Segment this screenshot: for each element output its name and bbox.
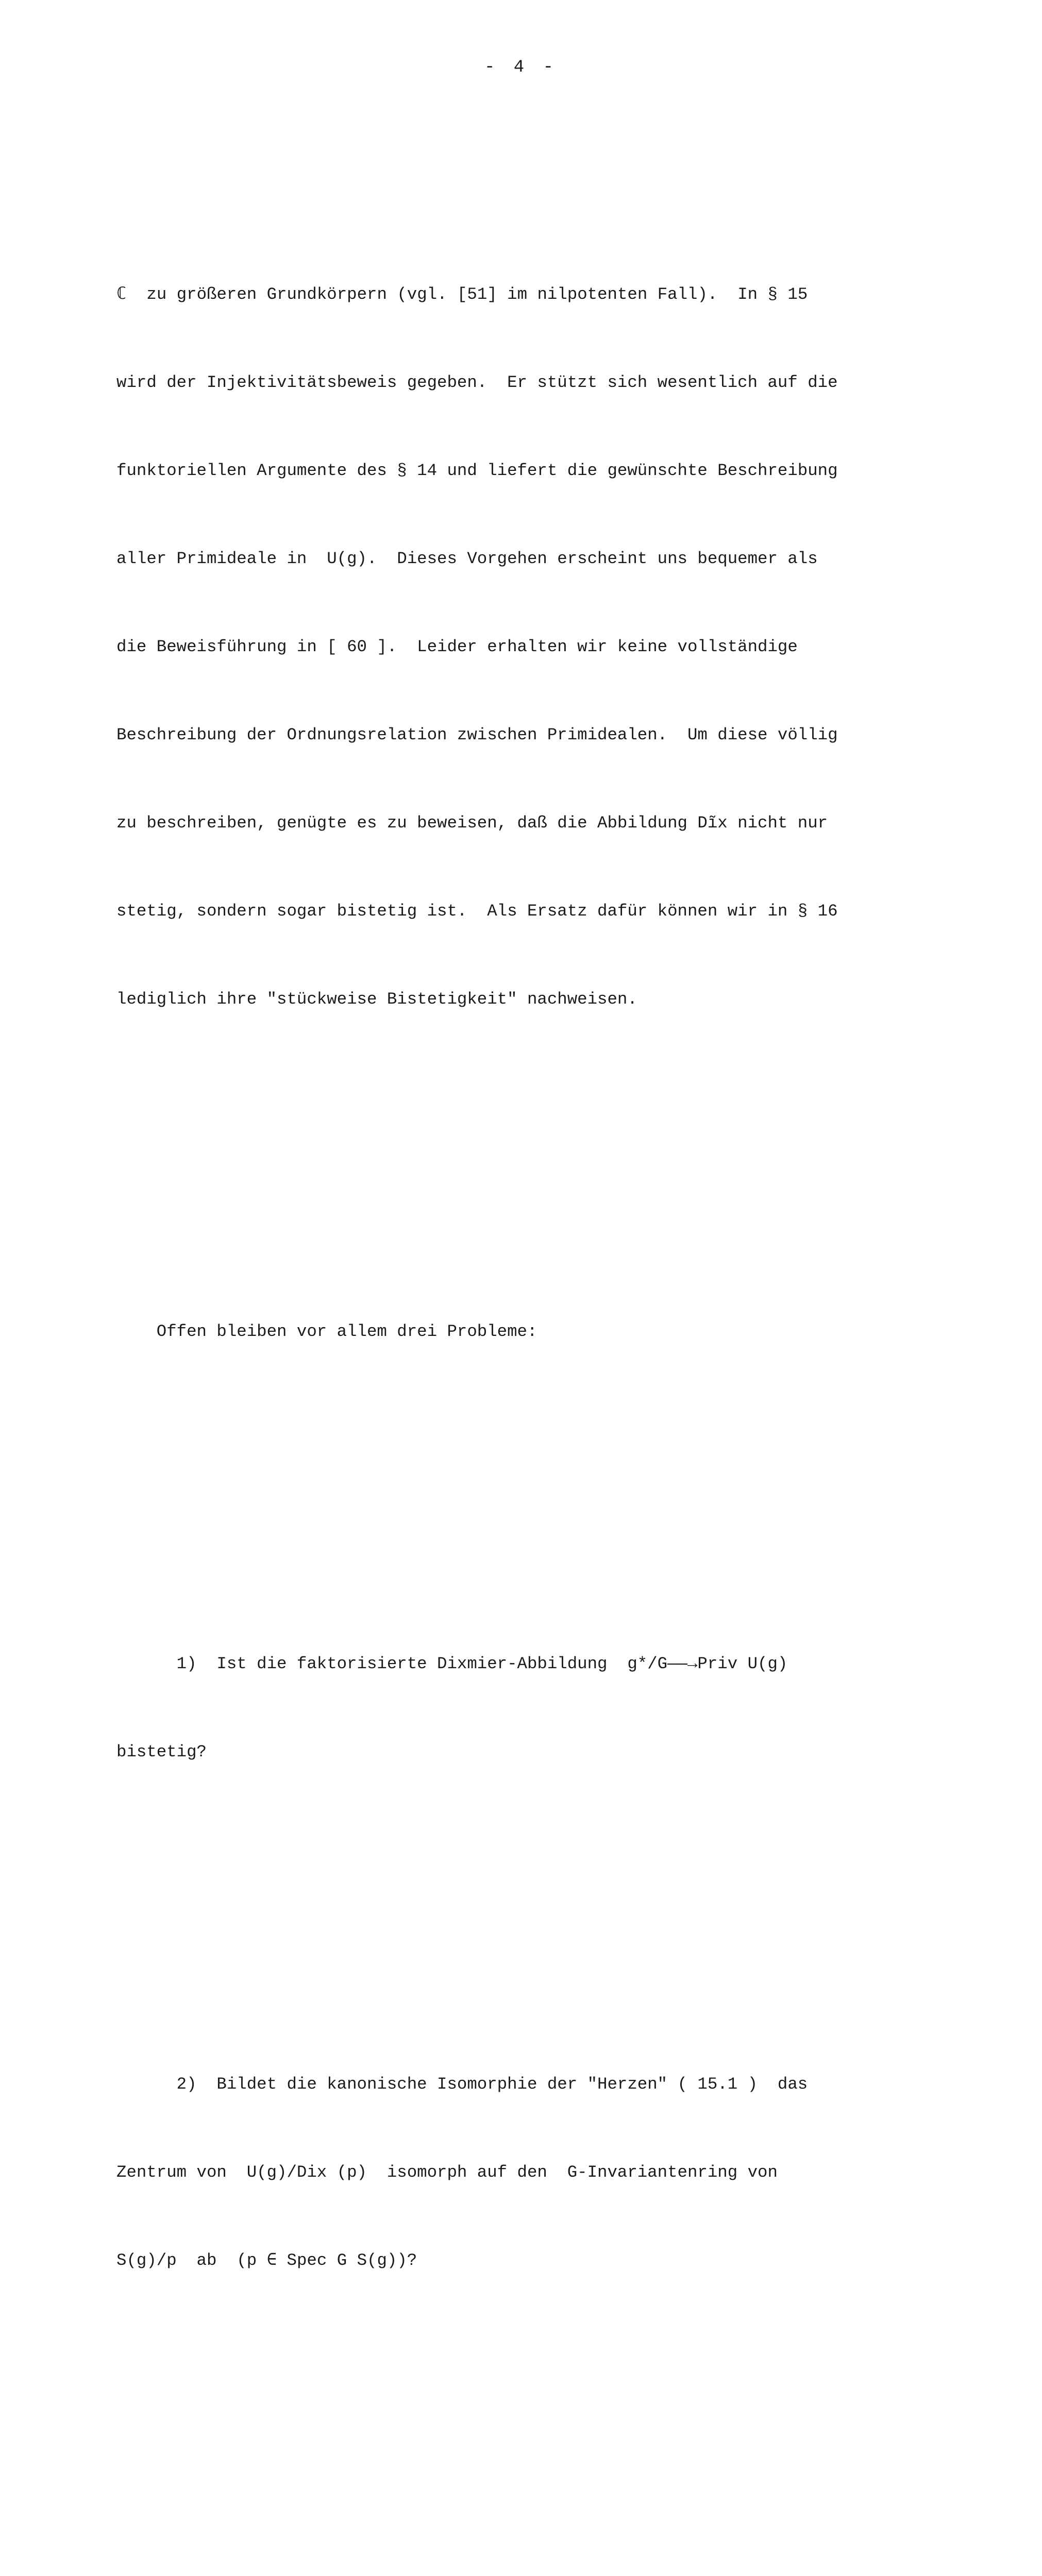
text-line: lediglich ihre "stückweise Bistetigkeit" nachweisen.	[116, 990, 637, 1009]
text-line: Offen bleiben vor allem drei Probleme:	[116, 1322, 537, 1341]
text-line: aller Primideale in U(g). Dieses Vorgehen erscheint uns bequemer als	[116, 549, 818, 568]
text-line: bistetig?	[116, 1742, 207, 1761]
text-line: die Beweisführung in [ 60 ]. Leider erhalten wir keine vollständige	[116, 637, 798, 656]
text-line: 1) Ist die faktorisierte Dixmier-Abbildung g*/G——→Priv U(g)	[116, 1654, 788, 1673]
text-line: funktoriellen Argumente des § 14 und liefert die gewünschte Beschreibung	[116, 461, 838, 480]
text-line: wird der Injektivitätsbeweis gegeben. Er stützt sich wesentlich auf die	[116, 373, 838, 392]
paragraph	[116, 1258, 962, 1405]
text-line: Zentrum von U(g)/Dix (p) isomorph auf den G-Invariantenring von	[116, 2163, 778, 2182]
text-line: ℂ zu größeren Grundkörpern (vgl. [51] im nilpotenten Fall). In § 15	[116, 285, 808, 304]
paragraph	[116, 221, 962, 1073]
text-line: stetig, sondern sogar bistetig ist. Als Ersatz dafür können wir in § 16	[116, 902, 838, 921]
text-line: zu beschreiben, genügte es zu beweisen, daß die Abbildung Dĩx nicht nur	[116, 814, 828, 833]
text-line: S(g)/p ab (p ∈ Spec G S(g))?	[116, 2251, 417, 2270]
page-number: - 4 -	[484, 58, 558, 77]
text-line: 2) Bildet die kanonische Isomorphie der "Herzen" ( 15.1 ) das	[116, 2075, 808, 2094]
body-text	[116, 133, 962, 2576]
problem-3	[116, 2519, 962, 2576]
problem-2	[116, 2011, 962, 2334]
problem-1	[116, 1590, 962, 1825]
text-line: Beschreibung der Ordnungsrelation zwischen Primidealen. Um diese völlig	[116, 725, 838, 744]
